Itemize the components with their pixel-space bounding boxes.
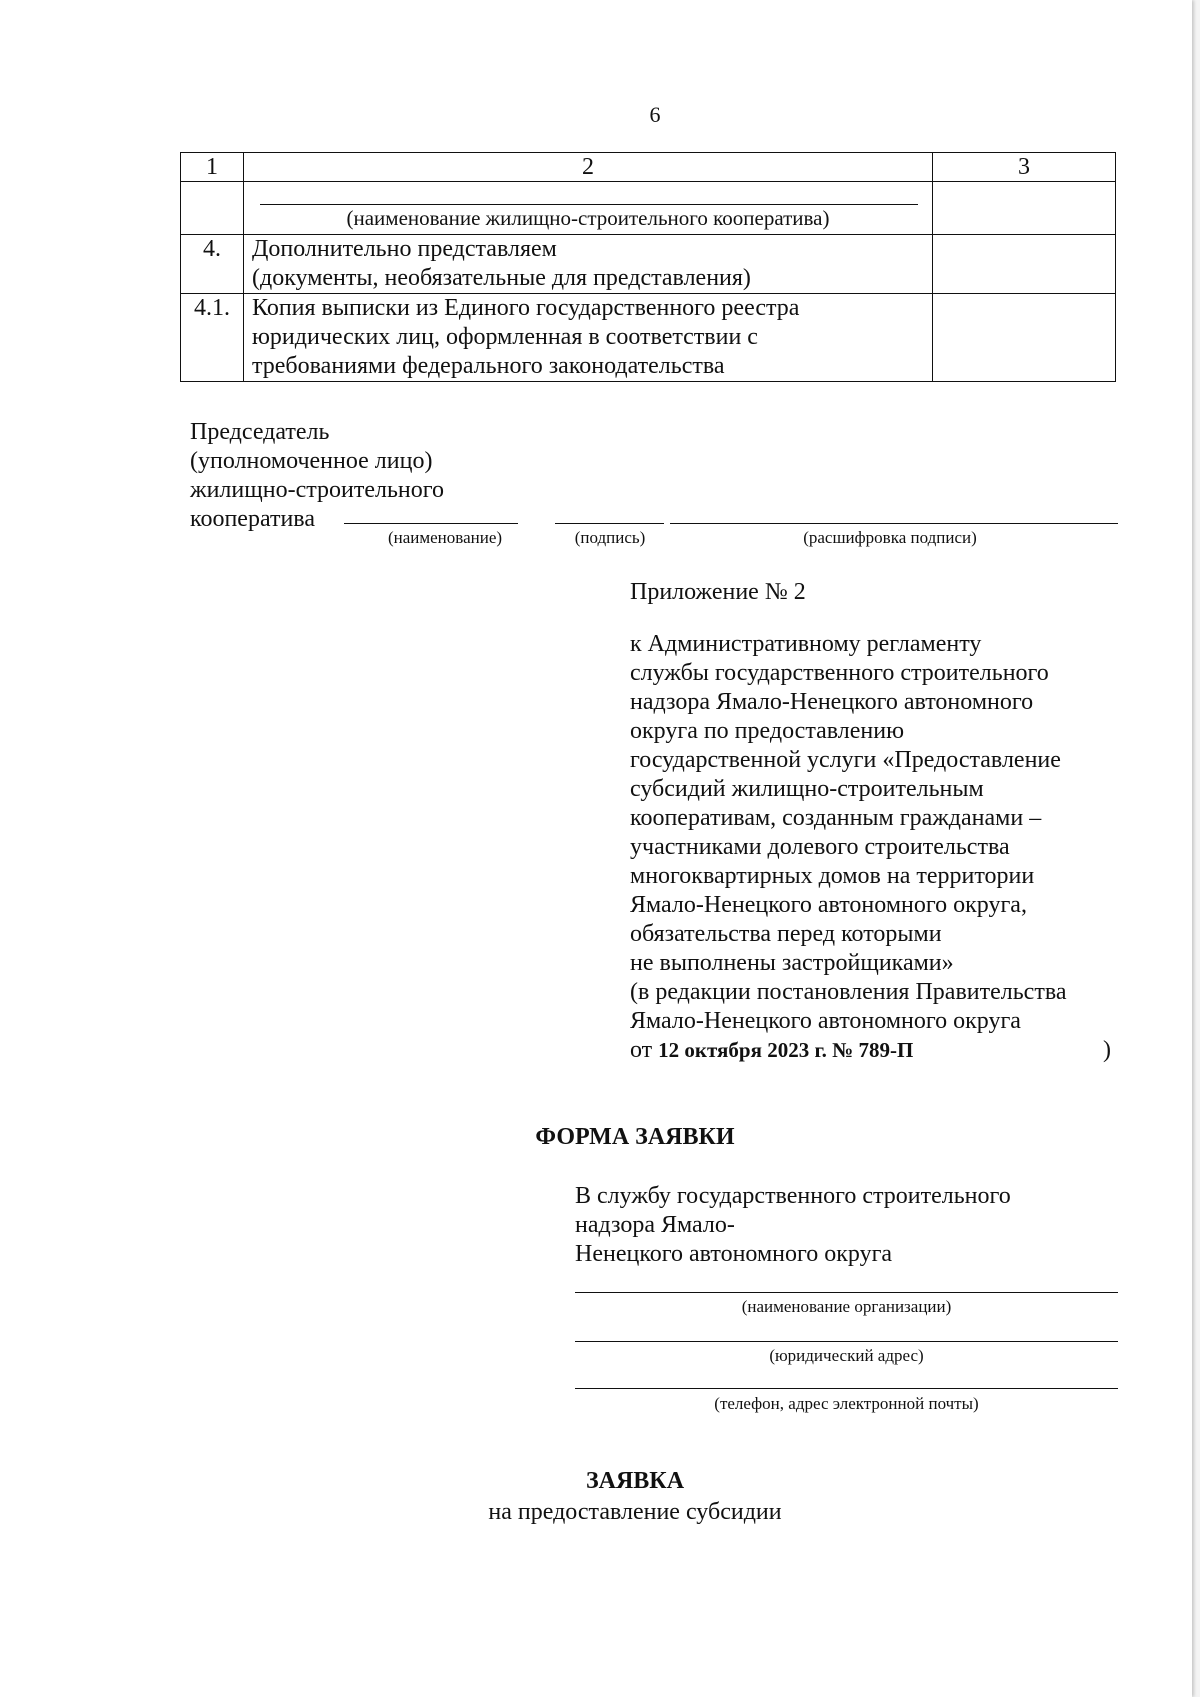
table-row [181, 294, 1116, 382]
chairman-signature-caption: (подпись) [574, 528, 646, 547]
chairman-decoding-line [670, 523, 1118, 524]
table-cell [244, 182, 933, 235]
chairman-decoding-caption: (расшифровка подписи) [803, 528, 977, 547]
table-header-cell: 3 [933, 153, 1116, 182]
legal-address-line [575, 1341, 1118, 1342]
table-cell [933, 294, 1116, 382]
contacts-caption: (телефон, адрес электронной почты) [714, 1394, 979, 1413]
row-text-line: Дополнительно представляем [252, 236, 557, 262]
row-text-line: Копия выписки из Единого государственного реестра [252, 295, 800, 321]
addressee-line: надзора Ямало- [575, 1212, 735, 1238]
table-cell [244, 235, 933, 294]
appendix-line: кооперативам, созданным гражданами – [630, 805, 1042, 831]
row-text-line: требованиями федерального законодательства [252, 353, 725, 379]
addressee-line: В службу государственного строительного [575, 1183, 1011, 1209]
chairman-name-line [344, 523, 518, 524]
chairman-block [190, 418, 444, 534]
row-number: 4. [181, 235, 244, 294]
table-header-row [181, 153, 1116, 182]
documents-table [180, 152, 1116, 382]
organization-name-caption: (наименование организации) [741, 1297, 952, 1316]
legal-address-caption: (юридический адрес) [769, 1346, 924, 1365]
appendix-line: надзора Ямало-Ненецкого автономного [630, 689, 1034, 715]
table-row [181, 235, 1116, 294]
addressee-line: Ненецкого автономного округа [575, 1241, 893, 1267]
appendix-line: округа по предоставлению [630, 718, 905, 744]
appendix-line: субсидий жилищно-строительным [630, 776, 984, 802]
request-title: ЗАЯВКА [585, 1468, 685, 1494]
table-header-cell: 2 [244, 153, 933, 182]
table-cell [933, 182, 1116, 235]
appendix-line: многоквартирных домов на территории [630, 863, 1035, 889]
chairman-name-caption: (наименование) [387, 528, 503, 547]
table-cell [933, 235, 1116, 294]
appendix-line: к Административному регламенту [630, 631, 982, 657]
row-text-line: (документы, необязательные для представления) [252, 265, 751, 291]
table-cell [181, 182, 244, 235]
appendix-line: службы государственного строительного [630, 660, 1049, 686]
appendix-title: Приложение № 2 [630, 579, 806, 605]
row-text-line: юридических лиц, оформленная в соответствии с [252, 324, 758, 350]
coop-name-caption: (наименование жилищно-строительного кооператива) [346, 206, 830, 230]
date-prefix: от [630, 1037, 653, 1063]
chairman-signature-line [555, 523, 664, 524]
page-number: 6 [649, 102, 661, 127]
request-subtitle: на предоставление субсидии [488, 1499, 782, 1525]
appendix-line: обязательства перед которыми [630, 921, 942, 947]
addressee-block [575, 1182, 1115, 1269]
chairman-line: Председатель [190, 419, 330, 445]
resolution-date: 12 октября 2023 г. № 789-П [658, 1038, 914, 1062]
organization-name-line [575, 1292, 1118, 1293]
chairman-line: кооператива [190, 506, 315, 532]
appendix-line: участниками долевого строительства [630, 834, 1010, 860]
form-title: ФОРМА ЗАЯВКИ [535, 1124, 735, 1150]
appendix-line: не выполнены застройщиками» [630, 950, 954, 976]
contacts-line [575, 1388, 1118, 1389]
appendix-date-line [630, 1036, 1150, 1065]
table-cell [244, 294, 933, 382]
appendix-reference [630, 630, 1150, 1065]
table-row [181, 182, 1116, 235]
row-number: 4.1. [181, 294, 244, 382]
date-closing-paren: ) [1103, 1037, 1111, 1063]
appendix-line: государственной услуги «Предоставление [630, 747, 1061, 773]
chairman-line: жилищно-строительного [190, 477, 444, 503]
appendix-line: (в редакции постановления Правительства [630, 979, 1067, 1005]
chairman-line: (уполномоченное лицо) [190, 448, 433, 474]
appendix-line: Ямало-Ненецкого автономного округа [630, 1008, 1021, 1034]
appendix-line: Ямало-Ненецкого автономного округа, [630, 892, 1027, 918]
table-header-cell: 1 [181, 153, 244, 182]
appendix-block [630, 578, 1150, 1065]
